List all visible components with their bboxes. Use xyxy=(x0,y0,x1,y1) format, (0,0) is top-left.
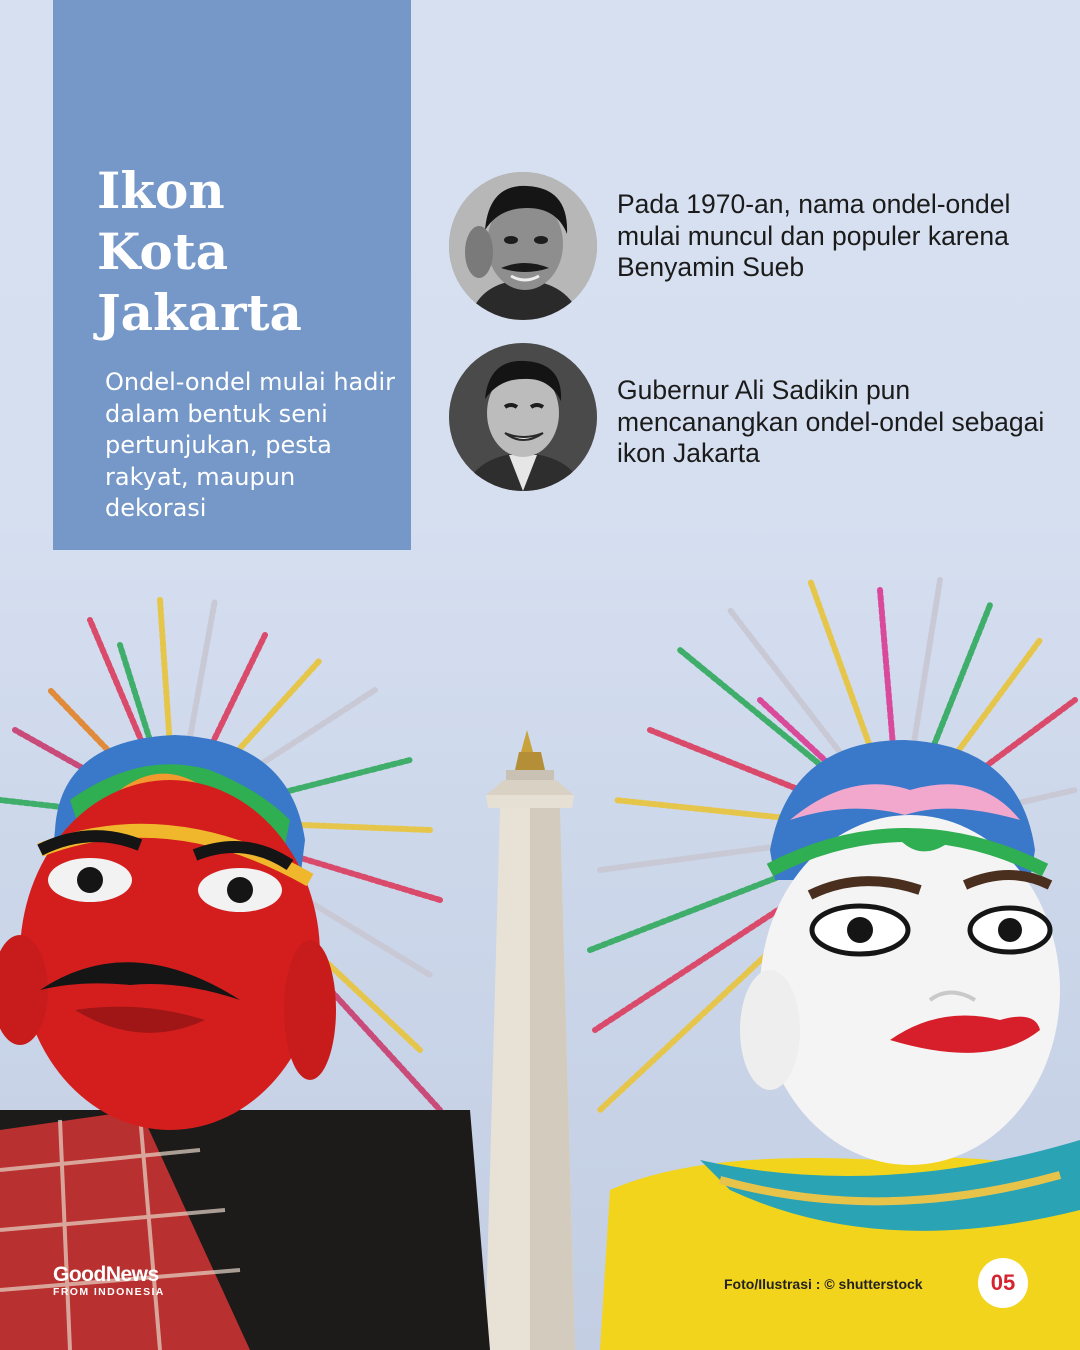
title-line: Kota xyxy=(97,222,229,281)
fact-text: Pada 1970-an, nama ondel-ondel mulai muncul dan populer karena Benyamin Sueb xyxy=(617,189,1011,282)
photo-credit: Foto/Ilustrasi : © shutterstock xyxy=(724,1276,923,1292)
logo-main-text: GoodNews xyxy=(53,1263,159,1286)
page-title xyxy=(97,160,302,343)
monas-monument xyxy=(485,730,575,1350)
portrait-man-smiling xyxy=(449,343,597,491)
goodnews-logo xyxy=(53,1264,165,1298)
title-line: Jakarta xyxy=(97,283,302,342)
title-line: Ikon xyxy=(97,161,225,220)
page-number-badge: 05 xyxy=(978,1258,1028,1308)
intro-text: Ondel-ondel mulai hadir dalam bentuk seni pertunjukan, pesta rakyat, maupun dekorasi xyxy=(105,368,396,522)
logo-sub-text: FROM INDONESIA xyxy=(53,1286,165,1298)
portrait-man-mustache xyxy=(449,172,597,320)
fact-text: Gubernur Ali Sadikin pun mencanangkan ondel-ondel sebagai ikon Jakarta xyxy=(617,375,1045,468)
